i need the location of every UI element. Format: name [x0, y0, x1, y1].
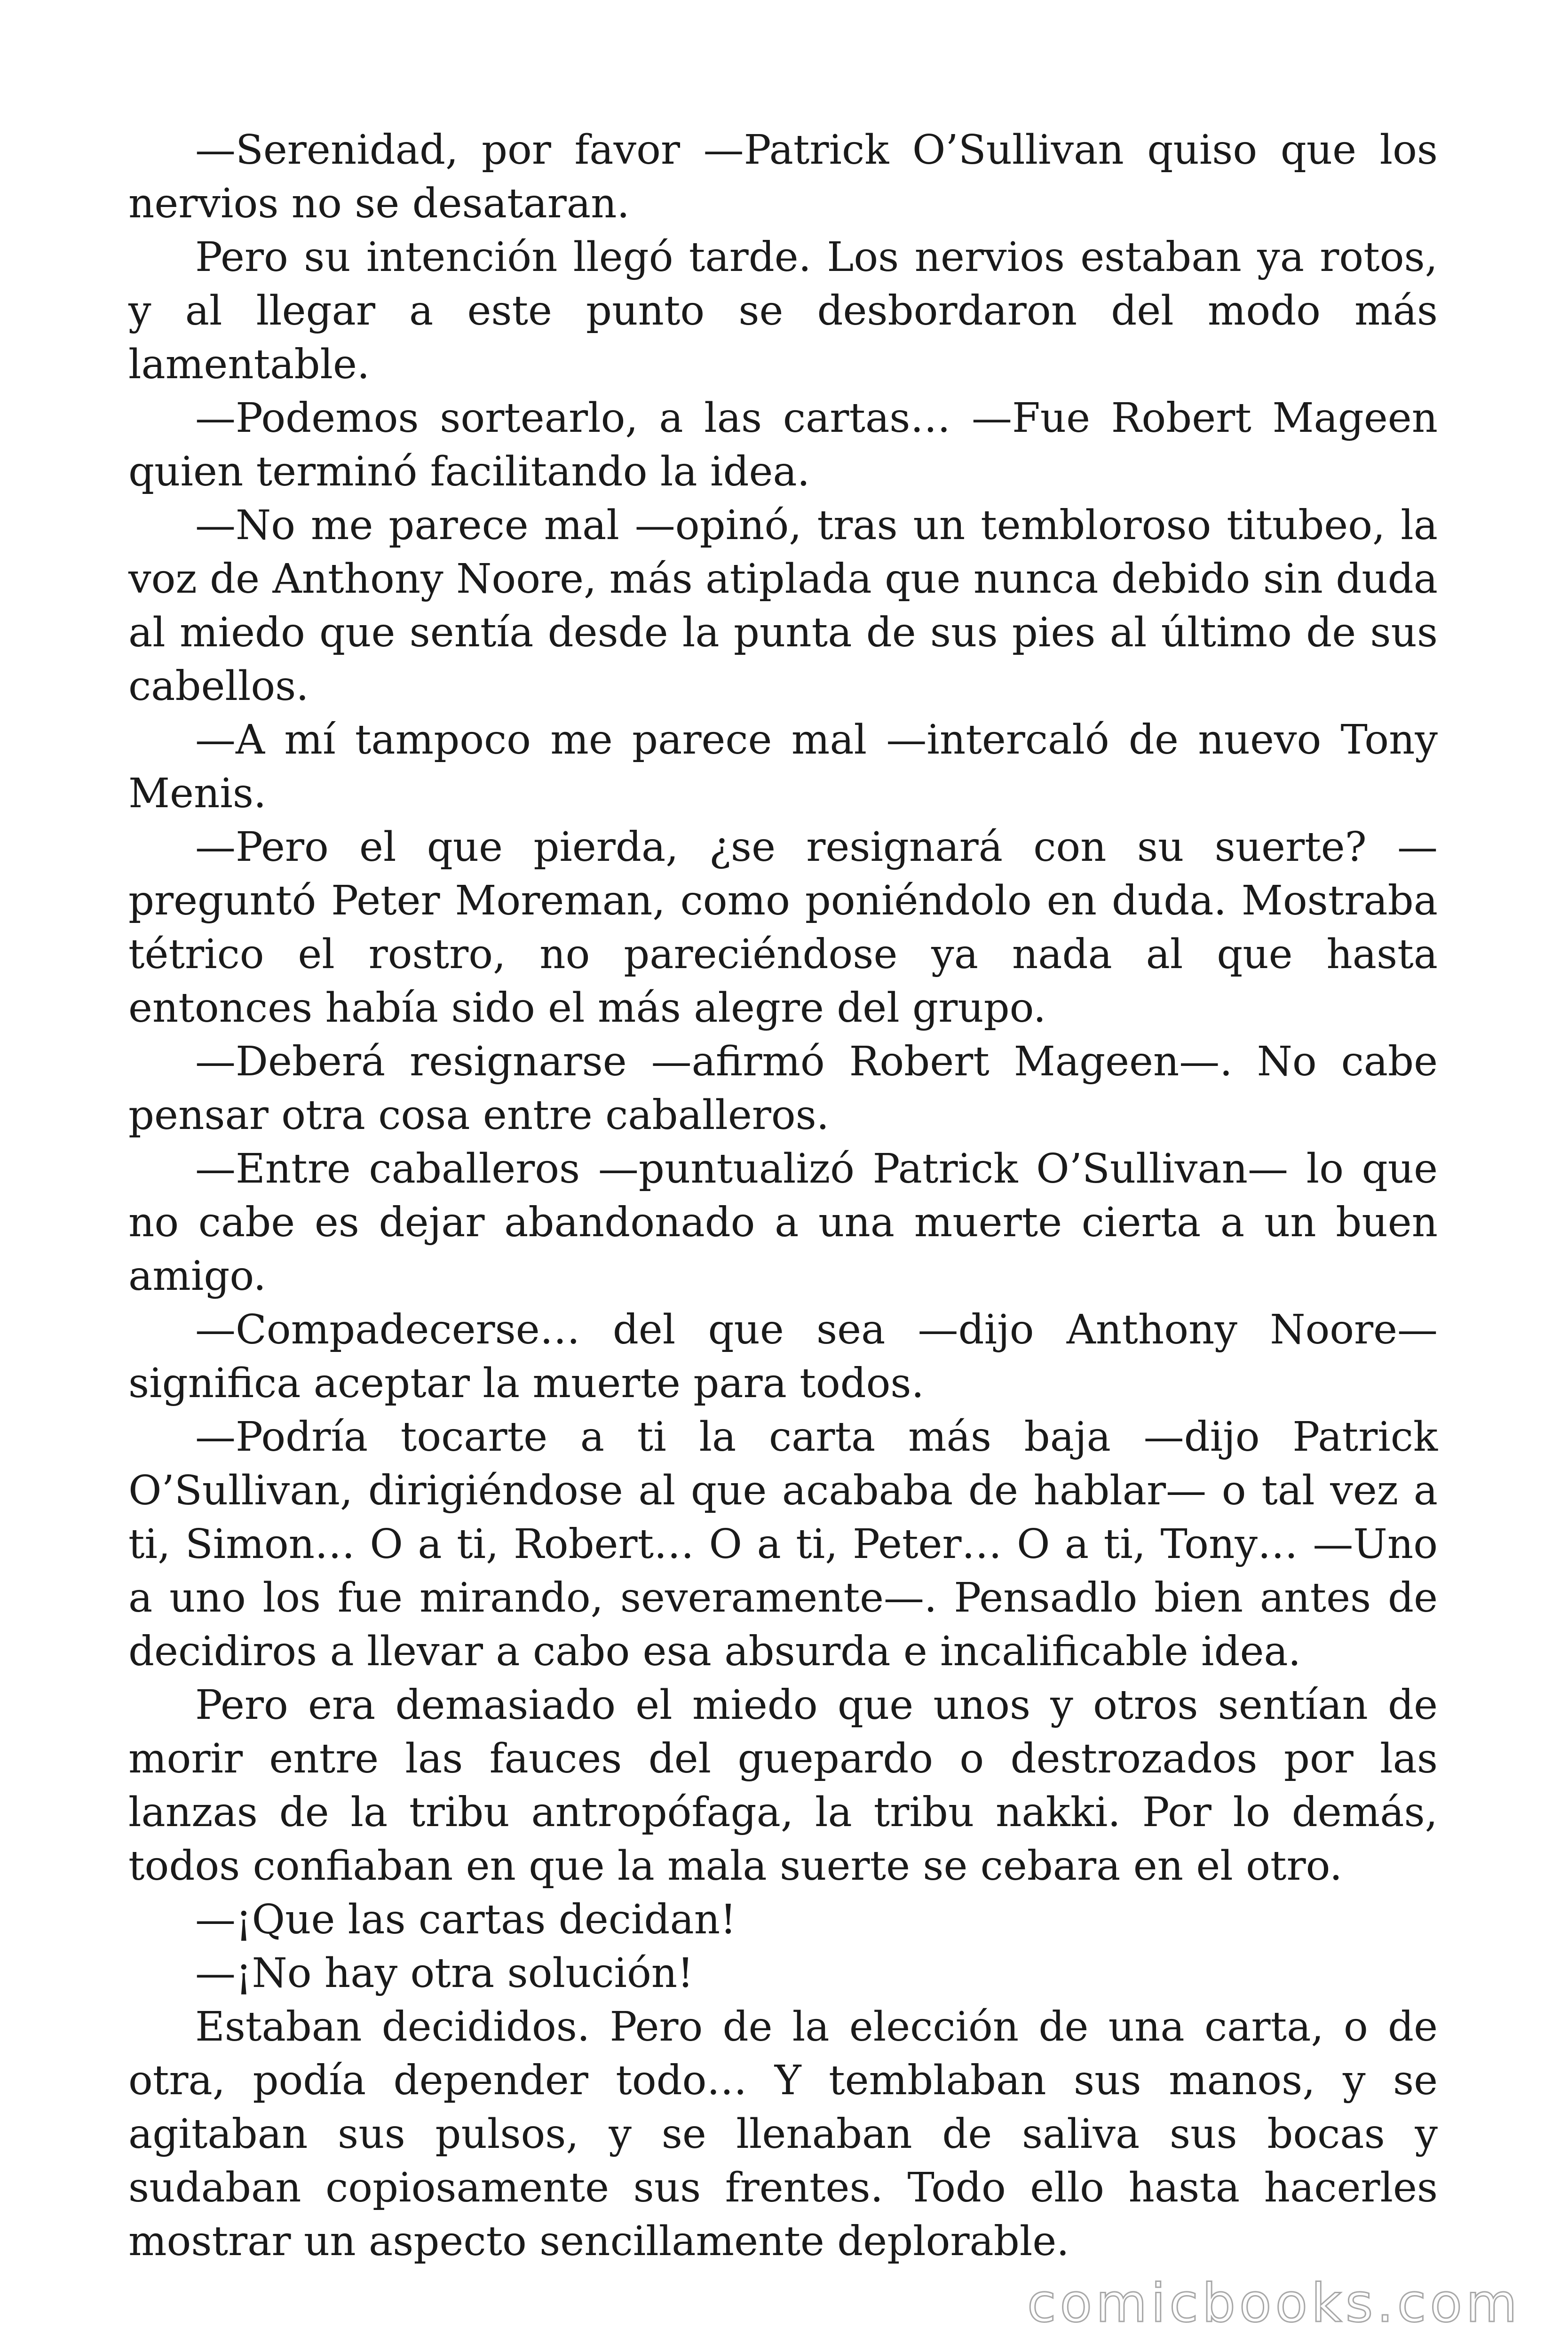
body-text	[128, 123, 1438, 2268]
paragraph: —Podría tocarte a ti la carta más baja —dijo Patrick O’Sullivan, dirigiéndose al que acababa de hablar— o tal vez a ti, Simon… O a ti, Robert… O a ti, Peter… O a ti, Tony… —Uno a uno los fue mirando, severamente—. Pensadlo bien antes de decidiros a llevar a cabo esa absurda e incalificable idea.	[128, 1414, 1438, 1675]
paragraph: —A mí tampoco me parece mal —intercaló de nuevo Tony Menis.	[128, 716, 1438, 817]
paragraph: —Serenidad, por favor —Patrick O’Sullivan quiso que los nervios no se desataran.	[128, 127, 1438, 227]
paragraph: —Podemos sortearlo, a las cartas… —Fue Robert Mageen quien terminó facilitando la idea.	[128, 395, 1438, 495]
paragraph: —Deberá resignarse —afirmó Robert Mageen—. No cabe pensar otra cosa entre caballeros.	[128, 1038, 1438, 1139]
paragraph: Estaban decididos. Pero de la elección de una carta, o de otra, podía depender todo… Y temblaban sus manos, y se agitaban sus pulsos, y se llenaban de saliva sus bocas y sudaban copiosamente sus frentes. Todo ello hasta hacerles mostrar un aspecto sencillamente deplorable.	[128, 2003, 1438, 2265]
paragraph: —No me parece mal —opinó, tras un tembloroso titubeo, la voz de Anthony Noore, más atiplada que nunca debido sin duda al miedo que sentía desde la punta de sus pies al último de sus cabellos.	[128, 502, 1438, 710]
paragraph: Pero su intención llegó tarde. Los nervios estaban ya rotos, y al llegar a este punto se desbordaron del modo más lamentable.	[128, 234, 1438, 388]
paragraph: —¡Que las cartas decidan!	[195, 1896, 736, 1943]
paragraph: —¡No hay otra solución!	[195, 1950, 694, 1997]
paragraph: —Pero el que pierda, ¿se resignará con su suerte? —preguntó Peter Moreman, como poniéndolo en duda. Mostraba tétrico el rostro, no pareciéndose ya nada al que hasta entonces había sido el más alegre del grupo.	[128, 824, 1438, 1032]
watermark: comicbooks.com	[1027, 2273, 1521, 2334]
paragraph: —Compadecerse… del que sea —dijo Anthony Noore— significa aceptar la muerte para todos.	[128, 1306, 1438, 1407]
paragraph: Pero era demasiado el miedo que unos y otros sentían de morir entre las fauces del guepardo o destrozados por las lanzas de la tribu antropófaga, la tribu nakki. Por lo demás, todos confiaban en que la mala suerte se cebara en el otro.	[128, 1682, 1438, 1890]
paragraph: —Entre caballeros —puntualizó Patrick O’Sullivan— lo que no cabe es dejar abandonado a una muerte cierta a un buen amigo.	[128, 1145, 1438, 1300]
